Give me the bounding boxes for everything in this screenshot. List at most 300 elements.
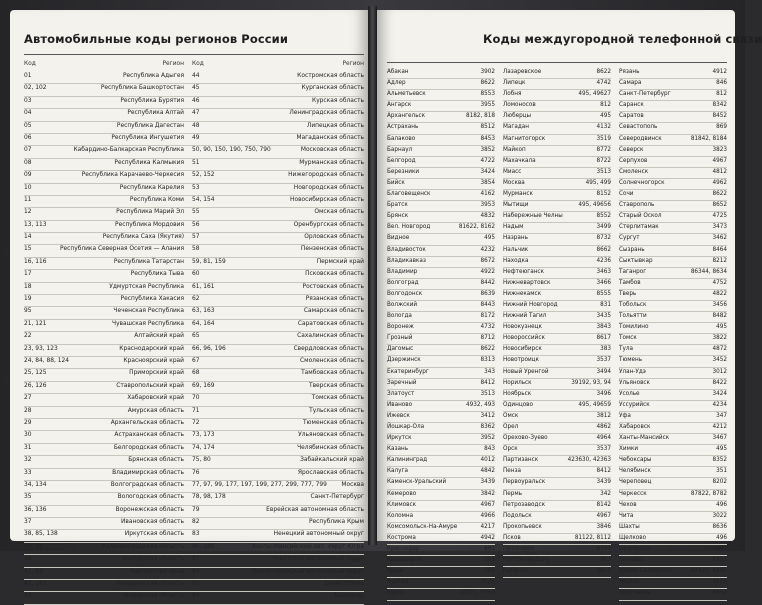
city-name: Первоуральск [503,479,546,486]
list-item [387,490,495,501]
region-code-2: 76 [192,469,200,476]
region-code: 06 [24,134,32,141]
list-item [619,412,727,423]
region-name: Республика Карачаево-Черкесия [81,172,184,179]
region-name: Республика Дагестан [116,122,184,129]
page-title: Коды междугородной телефонной связи [483,32,762,46]
dialing-code: 3412 [480,412,495,419]
region-name: Белгородская область [113,444,184,451]
region-codes-table [10,72,368,605]
city-name: Тюмень [619,357,643,364]
region-name-2: Свердловская область [293,345,364,352]
list-item [619,312,727,323]
region-name-2: Нижегородская область [288,172,364,179]
list-item [387,401,495,412]
region-code-2: 70 [192,395,200,402]
city-name: Тула [619,346,633,353]
city-name: Новороссийск [503,335,545,342]
dialing-code: 3424 [712,390,727,397]
region-name: Республика Тыва [130,271,184,278]
region-code-2: 89 [192,568,200,575]
list-item [503,290,611,301]
city-name: Саратов [619,113,644,120]
left-page [10,10,368,600]
region-code: 36, 136 [24,506,47,513]
dialing-code: 869 [716,124,727,131]
dialing-code: 8622 [712,191,727,198]
dialing-code: 3846 [596,523,611,530]
list-item [619,478,727,489]
list-item [387,567,495,578]
region-code-2: 48 [192,122,200,129]
city-name: Рыбинск [503,568,529,575]
list-item [387,512,495,523]
city-name: Таганрог [619,268,647,275]
list-item [503,312,611,323]
list-item [387,68,495,79]
list-item [387,157,495,168]
dialing-code: 4232 [480,246,495,253]
city-name: Каменск-Уральский [387,479,447,486]
table-row [24,407,364,419]
table-row [24,233,364,245]
list-item [619,423,727,434]
region-code: 02, 102 [24,85,47,92]
city-name: Уфа [619,412,631,419]
city-name: Магадан [503,124,530,131]
city-name: Волгодонск [387,290,423,297]
region-code-2: 62 [192,296,200,303]
dialing-code: 8712 [480,335,495,342]
region-name-2: Липецкая область [306,122,364,129]
table-row [24,543,364,555]
city-name: Петрозаводск [503,501,546,508]
city-name: Череповец [619,479,652,486]
region-code: 34, 134 [24,481,47,488]
region-code-2: 52, 152 [192,172,215,179]
region-name: Алтайский край [134,333,184,340]
region-name: Республика Карелия [119,184,184,191]
region-name: Ставропольский край [116,382,184,389]
dialing-code: 81622, 8162 [458,224,495,231]
list-item [503,401,611,412]
region-code: 03 [24,97,32,104]
city-name: Орск [503,446,518,453]
region-name: Республика Марий Эл [116,209,184,216]
city-name: Ломоносов [503,102,536,109]
list-item [503,534,611,545]
dialing-code: 3513 [480,390,495,397]
dialing-code: 4132 [596,124,611,131]
dialing-code: 8793 [596,546,611,553]
list-item [387,135,495,146]
list-item [387,578,495,589]
city-name: Воронеж [387,324,414,331]
dialing-code: 3852 [480,146,495,153]
city-name: Комсомольск-На-Амуре [387,523,458,530]
list-item [387,301,495,312]
region-name-2: Самарская область [303,308,364,315]
dialing-code: 4964 [596,435,611,442]
dialing-code: 8452 [712,113,727,120]
list-item [503,190,611,201]
list-item [619,501,727,512]
region-name-2: Чукотский автономный округ [271,556,364,563]
list-item [387,467,495,478]
dialing-code: 3452 [712,357,727,364]
dialing-code: 3537 [596,446,611,453]
list-item [619,334,727,345]
table-row [24,208,364,220]
region-code: 01 [24,73,32,79]
region-code: 27 [24,395,32,402]
header-code: Код [24,61,36,67]
city-name: Люберцы [503,113,532,120]
table-row [24,159,364,171]
region-name: Республика Калмыкия [114,159,184,166]
city-name: Стерлитамак [619,224,659,231]
city-name: Смоленск [619,168,649,175]
city-name: Альметьевск [387,91,426,98]
city-name: Липецк [503,80,526,87]
region-code-2: 51 [192,159,200,166]
list-item [503,212,611,223]
region-code: 15 [24,246,32,253]
dialing-code: 495, 49659 [578,401,611,408]
dialing-code: 4742 [596,80,611,87]
table-row [24,97,364,109]
table-row [24,332,364,344]
table-row [24,592,364,604]
list-item [619,268,727,279]
divider [387,62,727,63]
dialing-code: 4012 [480,457,495,464]
dialing-code: 4967 [712,157,727,164]
list-item [619,157,727,168]
dialing-code: 8732 [596,235,611,242]
list-item [387,423,495,434]
region-name-2: Псковская область [305,271,364,278]
table-row [24,568,364,580]
list-item [503,146,611,157]
city-name: Химки [619,446,639,453]
city-name: Тамбов [619,279,641,286]
city-name: Новокузнецк [503,324,542,331]
list-item [619,379,727,390]
city-name: Чебоксары [619,457,652,464]
dialing-code: 4832 [480,213,495,220]
city-name: Лобня [503,91,522,98]
list-item [387,201,495,212]
list-item [503,356,611,367]
region-name-2: Курская область [312,97,364,104]
list-item [619,135,727,146]
list-item [619,201,727,212]
region-name: Республика Мордовия [115,221,184,228]
dialing-code: 495 [484,235,495,242]
table-row [24,109,364,121]
dialing-code: 8342 [712,102,727,109]
region-code: 23, 93, 123 [24,345,58,352]
city-name: Подольск [503,512,532,519]
list-item [503,101,611,112]
region-code-2: 44 [192,73,200,79]
list-item [503,279,611,290]
dialing-code: 8453 [712,557,727,564]
table-row [24,258,364,270]
region-name-2: Сахалинская область [297,333,364,340]
dialing-code: 4812 [712,168,727,175]
city-name: Пермь [503,490,523,497]
region-name: Красноярский край [123,357,184,364]
dialing-code: 8412 [596,468,611,475]
region-code-2: 94 [192,593,200,600]
header-code-2: Код [192,61,204,67]
region-name-2: Томская область [311,395,364,402]
region-code: 39, 91 [24,543,43,550]
dialing-code: 8412 [480,379,495,386]
city-name: Норильск [503,379,532,386]
phone-code-column [387,68,495,601]
region-code-2: 65 [192,333,200,340]
region-code-2: 50, 90, 150, 190, 750, 790 [192,147,271,154]
city-name: Партизанск [503,457,539,464]
region-code: 14 [24,234,32,241]
city-name: Черкесск [619,490,647,497]
list-item [503,168,611,179]
region-name: Калининградская область [101,543,184,550]
dialing-code: 3812 [596,412,611,419]
list-item [619,556,727,567]
region-name-2: Курганская область [301,85,364,92]
dialing-code: 365 [484,568,495,575]
dialing-code: 8555 [596,290,611,297]
dialing-code: 4234 [712,401,727,408]
list-item [503,423,611,434]
list-item [387,323,495,334]
list-item [387,379,495,390]
dialing-code: 3519 [596,135,611,142]
table-row [24,555,364,567]
dialing-code: 4942 [480,534,495,541]
city-name: Чехов [619,501,637,508]
list-item [619,356,727,367]
list-item [619,567,727,578]
city-name: Курган [387,579,409,586]
city-name: Сургут [619,235,640,242]
dialing-code: 4872 [712,346,727,353]
region-name-2: Ямало-Ненецкий автономный округ [252,568,364,575]
dialing-code: 4732 [480,324,495,331]
list-item [387,146,495,157]
region-name: Вологодская область [117,494,184,501]
city-name: Надым [503,224,524,231]
city-name: Ижевск [387,412,410,419]
list-item [503,434,611,445]
city-name: Якутск [619,579,640,586]
table-row [24,283,364,295]
dialing-code: 3955 [480,102,495,109]
dialing-code: 8362 [480,424,495,430]
region-name: Чеченская Республика [113,308,184,315]
phone-code-column [503,68,611,578]
dialing-code: 8622 [480,346,495,353]
list-item [619,301,727,312]
dialing-code: 495, 49627 [578,91,611,98]
region-code-2: 78, 98, 178 [192,494,226,501]
region-name: Приморский край [129,370,184,377]
region-code: 95 [24,308,32,315]
table-row [24,518,364,530]
region-code: 32 [24,457,32,464]
list-item [387,123,495,134]
dialing-code: 3496 [596,390,611,397]
table-row [24,307,364,319]
list-item [503,523,611,534]
region-name-2: Ростовская область [302,283,364,290]
region-code: 19 [24,296,32,303]
region-code: 10 [24,184,32,191]
city-name: Новосибирск [503,346,542,353]
list-item [619,512,727,523]
dialing-code: 4932, 493 [466,401,495,408]
region-name: Кировская область [124,593,184,600]
city-name: Кемерово [387,490,417,497]
dialing-code: 47122, 4712 [458,590,495,597]
region-name: Краснодарский край [119,345,184,352]
region-code-2: 86, 186 [192,543,215,550]
region-code-2: 61, 161 [192,283,215,290]
dialing-code: 4722 [480,157,495,164]
dialing-code: 3463 [596,268,611,275]
dialing-code: 8352 [712,457,727,464]
region-name-2: Ненецкий автономный округ [273,531,364,538]
list-item [387,279,495,290]
city-name: Краснодар [387,546,420,553]
table-row [24,580,364,592]
region-code: 25, 125 [24,370,47,377]
table-row [24,481,364,493]
region-name-2: Костромская область [297,73,364,79]
region-name-2: Тверская область [308,382,364,389]
dialing-code: 8636 [712,523,727,530]
page-title: Автомобильные коды регионов России [24,32,288,46]
dialing-code: 8202 [712,479,727,486]
region-code: 05 [24,122,32,129]
city-name: Уссурийск [619,401,650,408]
table-row [24,469,364,481]
city-name: Шахты [619,523,640,530]
region-code-2: 83 [192,531,200,538]
region-code: 30 [24,432,32,439]
dialing-code: 495 [600,113,611,120]
table-row [24,431,364,443]
table-row [24,295,364,307]
city-name: Магнитогорск [503,135,546,142]
region-name: Республика Бурятия [120,97,184,104]
list-item [387,345,495,356]
region-code: 13, 113 [24,221,47,228]
region-name-2: Еврейская автономная область [266,506,364,513]
region-name-2: Смоленская область [300,357,364,364]
dialing-code: 3952 [480,435,495,442]
city-name: Орел [503,424,519,430]
list-item [503,556,611,567]
list-item [619,223,727,234]
region-name: Республика Северная Осетия — Алания [59,246,184,253]
region-code: 24, 84, 88, 124 [24,357,69,364]
list-item [503,223,611,234]
dialing-code: 8464 [712,246,727,253]
list-item [503,456,611,467]
city-name: Нижний Тагил [503,313,547,320]
city-name: Новый Уренгой [503,368,549,375]
dialing-code: 4842 [480,468,495,475]
region-name-2: Санкт-Петербург [310,494,364,501]
city-name: Иркутск [387,435,412,442]
city-name: Энгельс [619,557,644,564]
dialing-code: 863 [600,557,611,564]
city-name: Ставрополь [619,202,655,209]
list-item [387,257,495,268]
city-name: Грозный [387,335,413,342]
dialing-code: 3513 [596,168,611,175]
dialing-code: 4212 [712,424,727,430]
city-name: Абакан [387,69,409,75]
region-name-2: Ханты-Мансийский авт. округ Югра [252,543,364,550]
table-row [24,493,364,505]
city-name: Ростов-На-Дону [503,557,551,564]
list-item [619,246,727,257]
city-name: Братск [387,202,408,209]
region-code-2: 92 [192,581,200,588]
dialing-code: 8772 [596,146,611,153]
dialing-code: 347 [716,412,727,419]
list-item [503,379,611,390]
header-region-2: Регион [342,61,364,67]
city-name: Севастополь [619,124,658,131]
table-row [24,84,364,96]
list-item [503,123,611,134]
region-code: 16, 116 [24,258,47,265]
region-code: 18 [24,283,32,290]
city-name: Златоуст [387,390,415,397]
city-name: Крым [387,568,404,575]
dialing-code: 8622 [596,69,611,75]
city-name: Назрань [503,235,528,242]
list-item [503,90,611,101]
dialing-code: 351 [716,468,727,475]
list-item [503,512,611,523]
dialing-code: 342 [600,490,611,497]
region-code: 11 [24,196,32,203]
dialing-code: 86344, 8634 [690,268,727,275]
region-code-2: 64, 164 [192,320,215,327]
list-item [503,323,611,334]
city-name: Тверь [619,290,637,297]
list-item [503,567,611,578]
region-name-2: Ярославская область [297,469,364,476]
city-name: Улан-Удэ [619,368,646,375]
region-code-2: 56 [192,221,200,228]
list-item [619,190,727,201]
dialing-code: 8482 [712,313,727,320]
list-item [619,467,727,478]
dialing-code: 4852 [712,590,727,597]
city-name: Челябинск [619,468,651,475]
city-name: Волжский [387,301,418,308]
table-row [24,134,364,146]
